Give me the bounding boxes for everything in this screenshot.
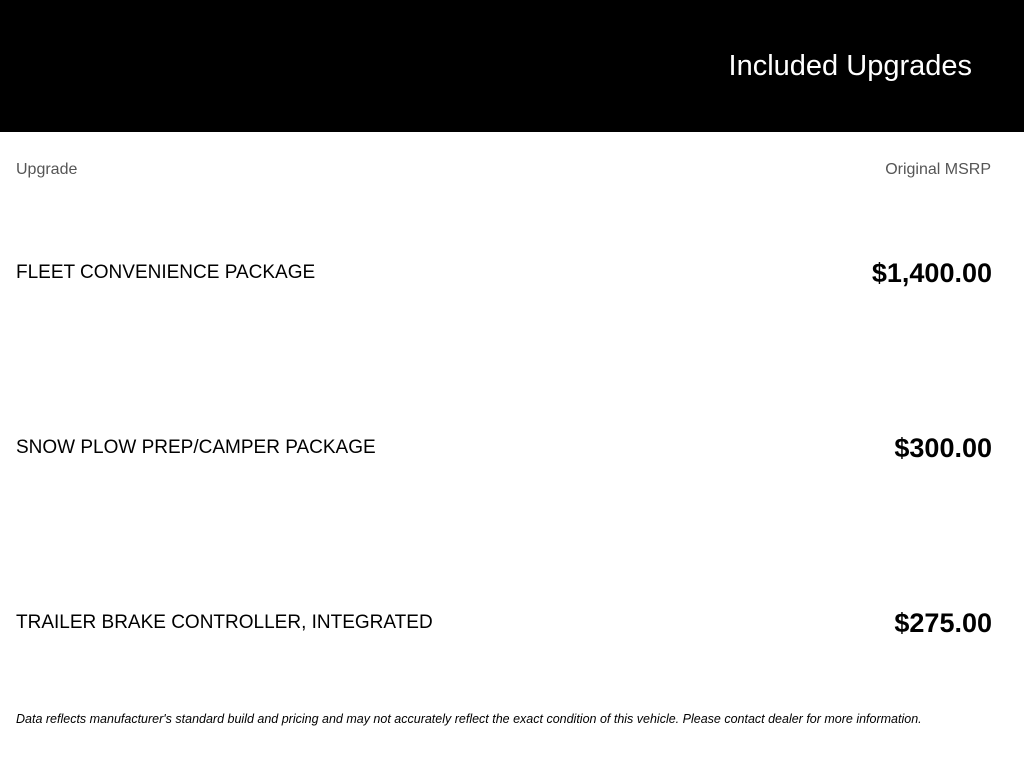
- upgrade-row: [16, 252, 992, 292]
- upgrade-row: [16, 602, 992, 642]
- column-header-upgrade: Upgrade: [16, 161, 78, 178]
- upgrade-price: $275.00: [894, 608, 992, 638]
- disclaimer-text: Data reflects manufacturer's standard build and pricing and may not accurately reflect the exact condition of this vehicle. Please contact dealer for more information.: [16, 712, 922, 726]
- upgrade-name: FLEET CONVENIENCE PACKAGE: [16, 262, 316, 283]
- page-title: Included Upgrades: [728, 50, 972, 82]
- upgrade-name: SNOW PLOW PREP/CAMPER PACKAGE: [16, 437, 376, 458]
- column-header-original-msrp: Original MSRP: [885, 161, 991, 178]
- upgrade-price: $1,400.00: [871, 258, 992, 288]
- header-banner: [0, 0, 1024, 132]
- upgrade-name: TRAILER BRAKE CONTROLLER, INTEGRATED: [16, 612, 433, 633]
- upgrade-row: [16, 427, 992, 467]
- upgrade-price: $300.00: [894, 433, 992, 463]
